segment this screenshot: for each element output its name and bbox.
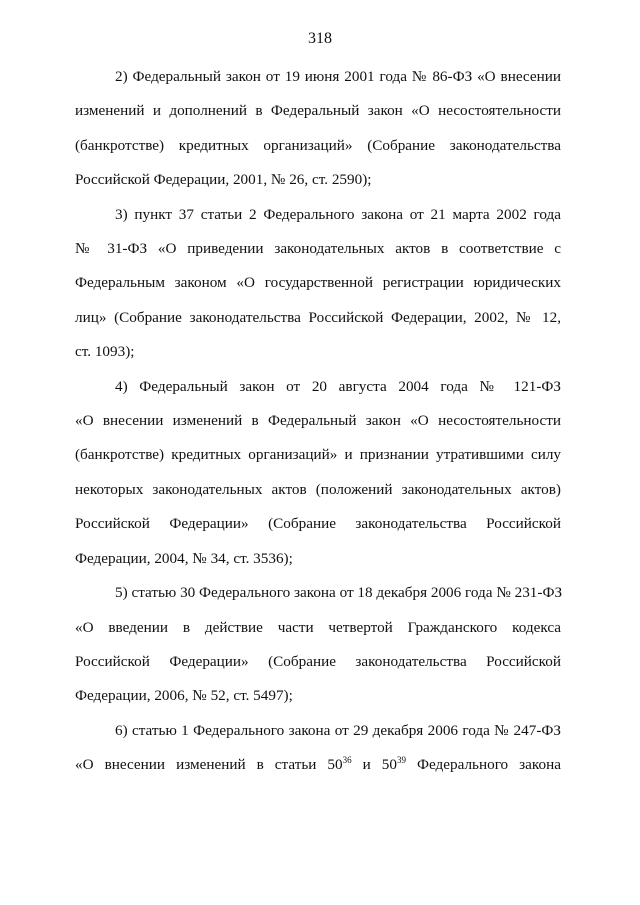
text-line: 3) пункт 37 статьи 2 Федерального закона от 21 марта 2002 года	[115, 205, 561, 223]
text-line: 4) Федеральный закон от 20 августа 2004 года № 121-ФЗ	[115, 377, 561, 395]
text-line: «О введении в действие части четвертой Гражданского кодекса	[75, 618, 561, 636]
text-line: 5) статью 30 Федерального закона от 18 декабря 2006 года № 231-ФЗ	[115, 584, 563, 602]
text-line: некоторых законодательных актов (положений законодательных актов)	[75, 480, 561, 498]
list-item-4	[75, 370, 561, 576]
superscript: 39	[396, 755, 406, 766]
text-line: изменений и дополнений в Федеральный закон «О несостоятельности	[75, 102, 561, 120]
text-line: № 31-ФЗ «О приведении законодательных актов в соответствие с	[75, 240, 561, 258]
list-item-6	[75, 714, 561, 783]
text-line: 2) Федеральный закон от 19 июня 2001 года № 86-ФЗ «О внесении	[115, 68, 561, 85]
list-item-2	[75, 60, 561, 198]
text-segment: «О внесении изменений в статьи 50	[75, 756, 343, 774]
text-line: Российской Федерации» (Собрание законодательства Российской	[75, 652, 561, 670]
text-line: (банкротстве) кредитных организаций» и признании утратившими силу	[75, 446, 561, 464]
text-line: (банкротстве) кредитных организаций» (Собрание законодательства	[75, 136, 561, 154]
text-segment: Федерального закона	[405, 756, 561, 774]
text-line: Российской Федерации» (Собрание законодательства Российской	[75, 515, 561, 533]
text-line: Федерации, 2004, № 34, ст. 3536);	[75, 549, 293, 567]
list-item-3	[75, 198, 561, 370]
page-number: 318	[308, 30, 332, 47]
document-body	[75, 60, 561, 783]
text-line: Российской Федерации, 2001, № 26, ст. 2590);	[75, 171, 372, 189]
text-line: Федерации, 2006, № 52, ст. 5497);	[75, 687, 293, 705]
text-line: «О внесении изменений в Федеральный закон «О несостоятельности	[75, 412, 561, 430]
text-line: 6) статью 1 Федерального закона от 29 декабря 2006 года № 247-ФЗ	[115, 721, 561, 739]
text-line: Федеральным законом «О государственной регистрации юридических	[75, 274, 561, 292]
text-line-with-superscripts	[75, 748, 561, 782]
text-line: ст. 1093);	[75, 343, 135, 361]
superscript: 36	[342, 755, 352, 766]
list-item-5	[75, 576, 561, 714]
text-segment: и 50	[351, 756, 397, 774]
text-line: лиц» (Собрание законодательства Российской Федерации, 2002, № 12,	[75, 308, 561, 326]
